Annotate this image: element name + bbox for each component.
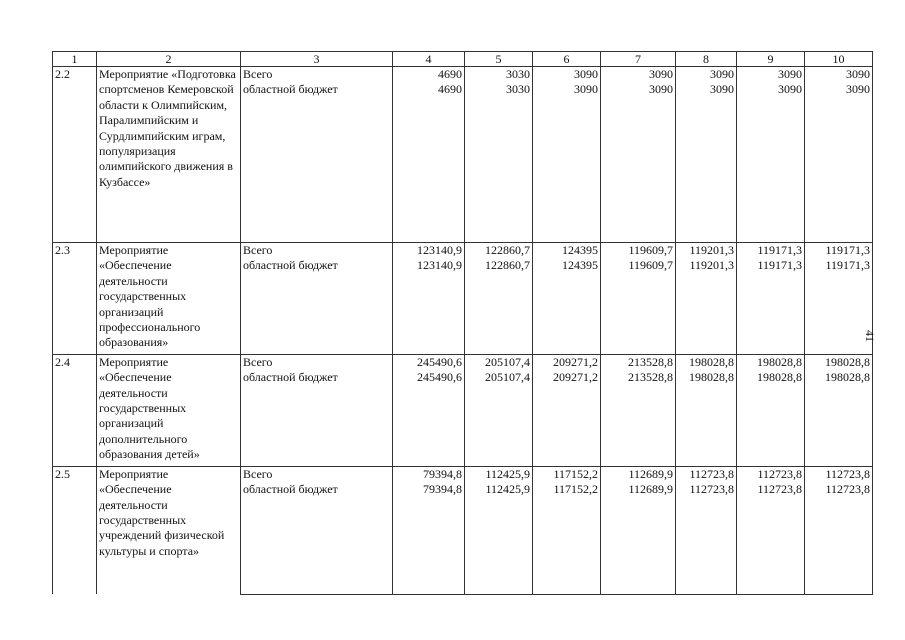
regional-value: 205107,4: [465, 370, 533, 466]
regional-value: 3030: [465, 82, 533, 242]
total-value: 3090: [533, 67, 601, 83]
total-value: 112723,8: [805, 466, 873, 482]
regional-value: 198028,8: [676, 370, 737, 466]
regional-value: 198028,8: [737, 370, 805, 466]
regional-value: 3090: [533, 82, 601, 242]
total-value: 123140,9: [393, 242, 465, 258]
column-number: 1: [53, 52, 97, 67]
budget-table: [52, 51, 873, 595]
total-value: 112723,8: [676, 466, 737, 482]
regional-value: 112689,9: [601, 482, 676, 594]
total-value: 245490,6: [393, 354, 465, 370]
regional-value: 123140,9: [393, 258, 465, 354]
total-value: 117152,2: [533, 466, 601, 482]
total-value: 198028,8: [676, 354, 737, 370]
activity-title: Мероприятие «Обеспечение деятельности государственных организаций профессионального образования»: [97, 242, 241, 354]
regional-value: 124395: [533, 258, 601, 354]
regional-value: 4690: [393, 82, 465, 242]
column-number: 9: [737, 52, 805, 67]
column-number: 4: [393, 52, 465, 67]
total-value: 122860,7: [465, 242, 533, 258]
total-value: 209271,2: [533, 354, 601, 370]
regional-value: 3090: [805, 82, 873, 242]
table-header-row: [53, 52, 873, 67]
funding-source-regional: областной бюджет: [241, 82, 393, 242]
regional-value: 112723,8: [676, 482, 737, 594]
regional-value: 245490,6: [393, 370, 465, 466]
table-row: [53, 67, 873, 83]
funding-source-regional: областной бюджет: [241, 482, 393, 594]
regional-value: 198028,8: [805, 370, 873, 466]
regional-value: 3090: [601, 82, 676, 242]
total-value: 205107,4: [465, 354, 533, 370]
total-value: 119201,3: [676, 242, 737, 258]
regional-value: 79394,8: [393, 482, 465, 594]
total-value: 3090: [737, 67, 805, 83]
column-number: 3: [241, 52, 393, 67]
regional-value: 119171,3: [805, 258, 873, 354]
regional-value: 209271,2: [533, 370, 601, 466]
total-value: 124395: [533, 242, 601, 258]
column-number: 8: [676, 52, 737, 67]
funding-source-regional: областной бюджет: [241, 370, 393, 466]
total-value: 119609,7: [601, 242, 676, 258]
total-value: 3090: [676, 67, 737, 83]
column-number: 10: [805, 52, 873, 67]
regional-value: 119201,3: [676, 258, 737, 354]
total-value: 4690: [393, 67, 465, 83]
page-number: 41: [863, 330, 877, 342]
column-number: 5: [465, 52, 533, 67]
funding-source-regional: областной бюджет: [241, 258, 393, 354]
total-value: 112723,8: [737, 466, 805, 482]
row-index: 2.4: [53, 354, 97, 466]
total-value: 3090: [805, 67, 873, 83]
total-value: 213528,8: [601, 354, 676, 370]
total-value: 119171,3: [737, 242, 805, 258]
regional-value: 112425,9: [465, 482, 533, 594]
funding-source-total: Всего: [241, 466, 393, 482]
activity-title: Мероприятие «Подготовка спортсменов Кемеровской области к Олимпийским, Паралимпийским и Сурдлимпийским играм, популяризация олимпийского движения в Кузбассе»: [97, 67, 241, 243]
row-index: 2.3: [53, 242, 97, 354]
funding-source-total: Всего: [241, 67, 393, 83]
total-value: 119171,3: [805, 242, 873, 258]
column-number: 7: [601, 52, 676, 67]
regional-value: 112723,8: [737, 482, 805, 594]
regional-value: 3090: [676, 82, 737, 242]
row-index: 2.5: [53, 466, 97, 594]
total-value: 198028,8: [805, 354, 873, 370]
total-value: 112425,9: [465, 466, 533, 482]
funding-source-total: Всего: [241, 354, 393, 370]
regional-value: 117152,2: [533, 482, 601, 594]
regional-value: 119171,3: [737, 258, 805, 354]
activity-title: Мероприятие «Обеспечение деятельности государственных учреждений физической культуры и спорта»: [97, 466, 241, 594]
regional-value: 213528,8: [601, 370, 676, 466]
table-row: [53, 242, 873, 258]
regional-value: 112723,8: [805, 482, 873, 594]
regional-value: 3090: [737, 82, 805, 242]
activity-title: Мероприятие «Обеспечение деятельности государственных организаций дополнительного образования детей»: [97, 354, 241, 466]
column-number: 6: [533, 52, 601, 67]
regional-value: 119609,7: [601, 258, 676, 354]
table-row: [53, 354, 873, 370]
total-value: 3030: [465, 67, 533, 83]
table-row: [53, 466, 873, 482]
funding-source-total: Всего: [241, 242, 393, 258]
regional-value: 122860,7: [465, 258, 533, 354]
total-value: 198028,8: [737, 354, 805, 370]
column-number: 2: [97, 52, 241, 67]
total-value: 112689,9: [601, 466, 676, 482]
total-value: 3090: [601, 67, 676, 83]
row-index: 2.2: [53, 67, 97, 243]
total-value: 79394,8: [393, 466, 465, 482]
